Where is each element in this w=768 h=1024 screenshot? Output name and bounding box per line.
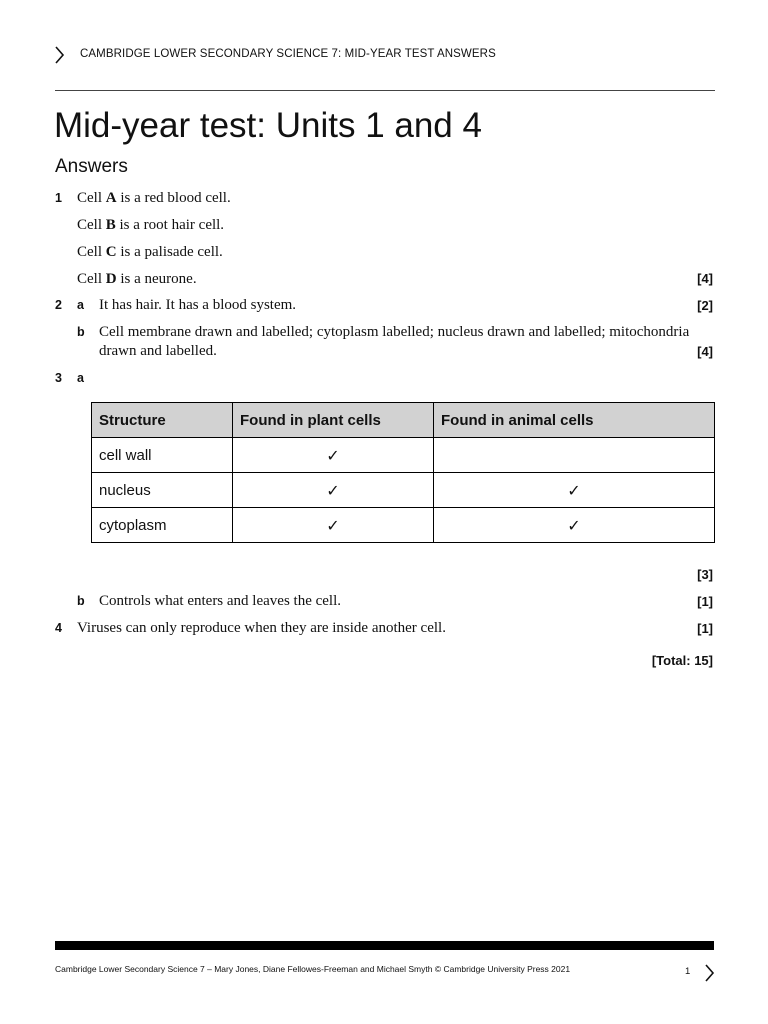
section-subtitle: Answers xyxy=(55,156,128,177)
column-header: Found in plant cells xyxy=(233,403,434,438)
question-number: 1 xyxy=(55,191,62,205)
answer-text: drawn and labelled. xyxy=(99,343,217,359)
table-row xyxy=(92,438,715,473)
answer-text: Viruses can only reproduce when they are inside another cell. xyxy=(77,620,446,636)
answer-line: Cell A is a red blood cell. xyxy=(77,190,231,206)
header-divider xyxy=(55,90,715,91)
chevron-right-icon[interactable] xyxy=(702,963,716,983)
question-number: 3 xyxy=(55,371,62,385)
structure-cell: nucleus xyxy=(92,473,233,508)
mark-allocation: [4] xyxy=(697,271,713,286)
table-row xyxy=(92,473,715,508)
answer-line: Cell C is a palisade cell. xyxy=(77,244,223,260)
footer-credit: Cambridge Lower Secondary Science 7 – Mary Jones, Diane Fellowes-Freeman and Michael Smyth © Cambridge University Press 2021 xyxy=(55,964,571,974)
tick-mark: ✓ xyxy=(233,473,434,508)
part-label: b xyxy=(77,594,85,608)
footer-bar xyxy=(55,941,714,950)
question-number: 4 xyxy=(55,621,62,635)
page-number: 1 xyxy=(685,966,691,977)
tick-mark: ✓ xyxy=(233,438,434,473)
table-row xyxy=(92,508,715,543)
answer-text: Controls what enters and leaves the cell. xyxy=(99,593,342,609)
tick-mark: ✓ xyxy=(233,508,434,543)
answer-text: Cell membrane drawn and labelled; cytoplasm labelled; nucleus drawn and labelled; mitochondria xyxy=(99,324,690,340)
tick-mark: ✓ xyxy=(434,508,715,543)
table-header-row xyxy=(92,403,715,438)
running-header: CAMBRIDGE LOWER SECONDARY SCIENCE 7: MID-YEAR TEST ANSWERS xyxy=(80,48,496,60)
mark-allocation: [1] xyxy=(697,594,713,609)
column-header: Structure xyxy=(92,403,233,438)
answer-line: Cell B is a root hair cell. xyxy=(77,217,225,233)
mark-allocation: [1] xyxy=(697,621,713,636)
part-label: a xyxy=(77,371,84,385)
mark-allocation: [4] xyxy=(697,344,713,359)
part-label: b xyxy=(77,325,85,339)
question-number: 2 xyxy=(55,298,62,312)
tick-mark: ✓ xyxy=(434,473,715,508)
tick-mark xyxy=(434,438,715,473)
chevron-right-icon xyxy=(52,44,66,66)
column-header: Found in animal cells xyxy=(434,403,715,438)
structure-cell: cytoplasm xyxy=(92,508,233,543)
answer-text: It has hair. It has a blood system. xyxy=(99,297,297,313)
mark-allocation: [3] xyxy=(697,567,713,582)
mark-allocation: [2] xyxy=(697,298,713,313)
page-title: Mid-year test: Units 1 and 4 xyxy=(54,106,482,145)
cell-structures-table xyxy=(91,402,715,543)
part-label: a xyxy=(77,298,84,312)
structure-cell: cell wall xyxy=(92,438,233,473)
answer-line: Cell D is a neurone. xyxy=(77,271,197,287)
total-marks: [Total: 15] xyxy=(651,653,713,668)
